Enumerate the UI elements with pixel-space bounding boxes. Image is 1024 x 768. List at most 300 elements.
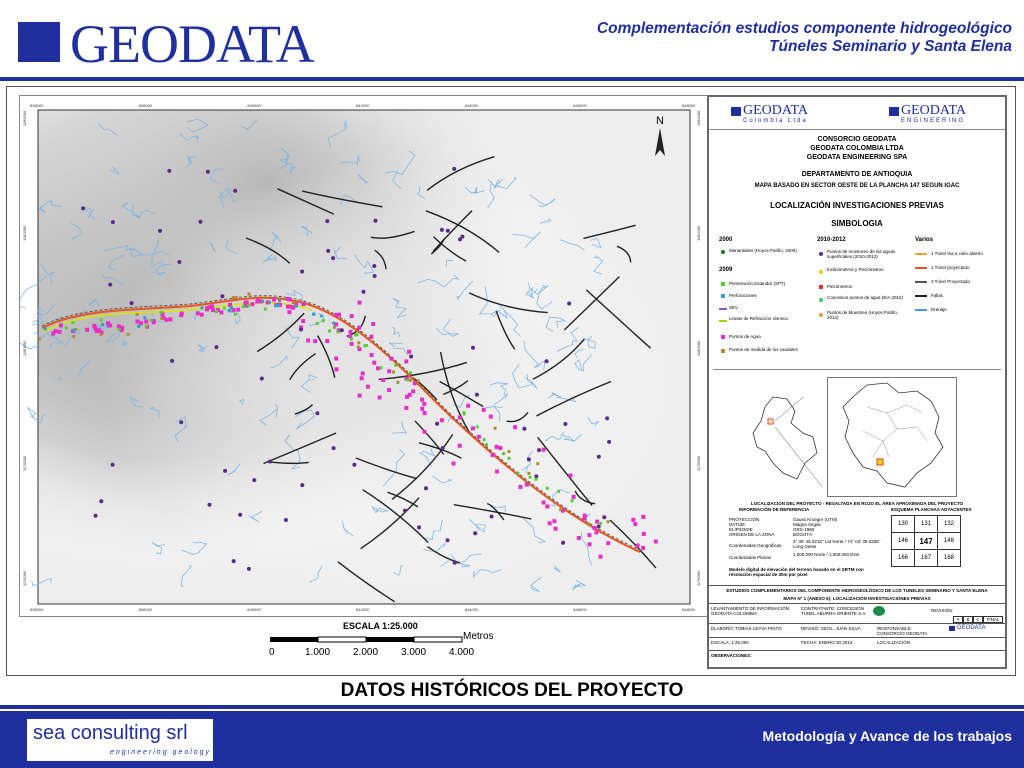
water-point-marker bbox=[325, 339, 329, 343]
drilling-marker bbox=[274, 304, 277, 307]
water-point-marker bbox=[95, 329, 99, 333]
fecha-info: FECHA: ENERO 30 2013 bbox=[801, 640, 853, 645]
monitoring-point-marker bbox=[260, 377, 264, 381]
water-point-marker bbox=[471, 426, 475, 430]
water-point-marker bbox=[466, 404, 470, 408]
responsable: RESPONSABLE: CONSORCIO GEODATA bbox=[877, 626, 928, 636]
legend-rule bbox=[709, 129, 1005, 130]
grid-cell-130: 130 bbox=[892, 516, 915, 533]
spt-marker bbox=[557, 490, 560, 493]
revision-label: REVISIÓN bbox=[931, 608, 953, 613]
spt-marker bbox=[363, 344, 366, 347]
monitoring-point-marker bbox=[238, 513, 242, 517]
scale-title: ESCALA 1:25.000 bbox=[343, 621, 418, 631]
section-title: DATOS HISTÓRICOS DEL PROYECTO bbox=[340, 680, 684, 701]
levant-info: LEVANTAMIENTO DE INFORMACIÓN: GEODATA COLOMBIA bbox=[711, 606, 791, 616]
ref-values bbox=[793, 517, 837, 537]
localizacion-label: LOCALIZACIÓN bbox=[877, 640, 911, 645]
monitoring-point-marker bbox=[607, 440, 611, 444]
legend-item-2010-1: Inclinómetros y Piezómetros bbox=[827, 267, 884, 272]
x-tick-label-bottom: 842000 bbox=[356, 607, 370, 612]
spt-marker bbox=[535, 478, 538, 481]
monitoring-point-marker bbox=[199, 220, 203, 224]
monitoring-point-marker bbox=[527, 457, 531, 461]
drilling-marker bbox=[228, 309, 231, 312]
legend-item-varios-1: 1 Túnel proyectado bbox=[931, 265, 970, 270]
spt-marker bbox=[234, 313, 237, 316]
monitoring-point-marker bbox=[300, 483, 304, 487]
water-point-marker bbox=[219, 310, 223, 314]
legend-simbologia: SIMBOLOGIA bbox=[831, 219, 883, 228]
x-tick-label-bottom: 844000 bbox=[464, 607, 479, 612]
monitoring-point-marker bbox=[424, 486, 428, 490]
monitoring-point-marker bbox=[446, 538, 450, 542]
water-point-marker bbox=[583, 514, 587, 518]
map-number: MAPA Nº 1 (ANEXO 6): LOCALIZACIÓN INVESTIGACIONES PREVIAS bbox=[783, 596, 931, 601]
title-block bbox=[709, 585, 1005, 668]
monitoring-point-marker bbox=[214, 345, 218, 349]
flow-measure-marker bbox=[607, 520, 610, 523]
inset-connector bbox=[749, 397, 839, 487]
spt-marker bbox=[409, 372, 412, 375]
grid-cell-146: 146 bbox=[892, 533, 915, 550]
water-point-marker bbox=[420, 398, 424, 402]
legend-item-2010-0: Puntos de monitoreo de las aguas superficiales (2010-2012) bbox=[827, 249, 896, 259]
water-point-marker bbox=[477, 435, 481, 439]
monitoring-point-marker bbox=[490, 515, 494, 519]
monitoring-point-marker bbox=[352, 463, 356, 467]
monitoring-point-marker bbox=[473, 531, 477, 535]
monitoring-point-marker bbox=[440, 228, 444, 232]
spt-marker bbox=[160, 311, 163, 314]
legend-esquema: ESQUEMA PLANCHAS ADYACENTES bbox=[891, 507, 972, 512]
ref-value-2: GRS-1980 bbox=[793, 527, 815, 532]
escala-info: ESCALA: 1:25.000 bbox=[711, 640, 749, 645]
water-point-marker bbox=[200, 313, 204, 317]
legend-item-2009-0: Penetración Estandar (SPT) bbox=[729, 281, 786, 286]
water-point-marker bbox=[369, 335, 373, 339]
y-tick-label-right: 1180000 bbox=[696, 340, 701, 356]
monitoring-point-marker bbox=[300, 270, 304, 274]
title-block-logo-mark bbox=[949, 626, 955, 631]
water-point-marker bbox=[287, 310, 291, 314]
monitoring-point-marker bbox=[453, 561, 457, 565]
dem-note: Modelo digital de elevación del terreno basado en el SRTM con resolución espacial de 30m por pixel bbox=[729, 567, 864, 577]
header-title bbox=[597, 20, 1012, 56]
monitoring-point-marker bbox=[233, 189, 237, 193]
water-point-marker bbox=[489, 415, 493, 419]
spt-marker bbox=[65, 327, 68, 330]
water-point-marker bbox=[59, 324, 63, 328]
y-tick-label-right: 1176000 bbox=[696, 570, 701, 586]
monitoring-point-marker bbox=[561, 541, 565, 545]
legend-item-varios-0: 1 Túnel Via a cielo abierto bbox=[931, 251, 983, 256]
water-point-marker bbox=[413, 381, 417, 385]
y-tick-label-right: 1178000 bbox=[696, 455, 701, 471]
grid-cell-168: 168 bbox=[938, 550, 961, 567]
legend-item-2000-0: Manantiales (Hoyos Patiño, 2000) bbox=[729, 248, 797, 253]
water-point-marker bbox=[208, 305, 212, 309]
symbol-seismic bbox=[719, 320, 727, 322]
monitoring-point-marker bbox=[563, 422, 567, 426]
grid-cell-131: 131 bbox=[915, 516, 938, 533]
spt-marker bbox=[322, 319, 325, 322]
monitoring-point-marker bbox=[326, 249, 330, 253]
legend-col-varios: Varios bbox=[915, 237, 934, 243]
monitoring-point-marker bbox=[372, 264, 376, 268]
legend-base-map: MAPA BASADO EN SECTOR OESTE DE LA PLANCHA 147 SEGUN IGAC bbox=[754, 183, 960, 189]
scale-label-0: 0 bbox=[269, 647, 275, 658]
water-point-marker bbox=[587, 533, 591, 537]
water-point-marker bbox=[452, 462, 456, 466]
rev-b: B bbox=[963, 616, 973, 623]
rev-a: A bbox=[953, 616, 963, 623]
monitoring-point-marker bbox=[475, 393, 479, 397]
ref-value-1: Magna Sirgas bbox=[793, 522, 821, 527]
spt-marker bbox=[336, 330, 339, 333]
monitoring-point-marker bbox=[94, 514, 98, 518]
water-point-marker bbox=[360, 376, 364, 380]
spt-marker bbox=[328, 329, 331, 332]
drilling-marker bbox=[332, 322, 335, 325]
contratante-logo-icon bbox=[873, 606, 885, 616]
spt-marker bbox=[516, 472, 519, 475]
water-point-marker bbox=[408, 393, 412, 397]
rev-final: FINAL bbox=[983, 616, 1003, 623]
monitoring-point-marker bbox=[373, 274, 377, 278]
monitoring-point-marker bbox=[417, 525, 421, 529]
monitoring-point-marker bbox=[374, 219, 378, 223]
flow-measure-marker bbox=[508, 450, 511, 453]
drilling-marker bbox=[101, 323, 104, 326]
drilling-marker bbox=[277, 304, 280, 307]
symbol-tunnel-2 bbox=[915, 281, 927, 283]
legend-item-2009-5: Puntos de medida de los caudales bbox=[729, 347, 798, 352]
water-point-marker bbox=[599, 555, 603, 559]
y-tick-label-left: 1184000 bbox=[22, 110, 27, 126]
water-point-marker bbox=[572, 495, 576, 499]
water-point-marker bbox=[595, 530, 599, 534]
water-point-marker bbox=[491, 453, 495, 457]
drilling-marker bbox=[72, 329, 75, 332]
flow-measure-marker bbox=[38, 338, 41, 341]
ref-label-2: ELIPSOIDE bbox=[729, 527, 753, 532]
water-point-marker bbox=[381, 378, 385, 382]
flow-measure-marker bbox=[160, 317, 163, 320]
water-point-marker bbox=[636, 544, 640, 548]
symbol-sev bbox=[719, 308, 727, 310]
monitoring-point-marker bbox=[325, 219, 329, 223]
geodata-logo-mark bbox=[18, 22, 60, 62]
spt-marker bbox=[380, 366, 383, 369]
drilling-marker bbox=[278, 299, 281, 302]
legend-logo1-text: GEODATA bbox=[743, 103, 808, 118]
ref-value-3: BOGOTÁ bbox=[793, 532, 813, 537]
header-title-line1: Complementación estudios componente hidrogeológico bbox=[596, 20, 1012, 37]
spt-marker bbox=[546, 487, 549, 490]
water-point-marker bbox=[595, 520, 599, 524]
symbol-spt bbox=[721, 282, 725, 286]
monitoring-point-marker bbox=[247, 567, 251, 571]
monitoring-point-marker bbox=[284, 518, 288, 522]
spt-marker bbox=[100, 319, 103, 322]
flow-measure-marker bbox=[559, 508, 562, 511]
water-point-marker bbox=[272, 298, 276, 302]
water-point-marker bbox=[654, 540, 658, 544]
drilling-marker bbox=[200, 306, 203, 309]
company-line-3: GEODATA ENGINEERING SPA bbox=[806, 154, 908, 161]
monitoring-point-marker bbox=[605, 416, 609, 420]
water-point-marker bbox=[357, 326, 361, 330]
monitoring-point-marker bbox=[177, 260, 181, 264]
sea-consulting-brand: sea consulting srl bbox=[33, 722, 188, 744]
water-point-marker bbox=[411, 389, 415, 393]
monitoring-point-marker bbox=[537, 448, 541, 452]
legend-item-2010-3: Concesion puntos de agua (EIA 2012) bbox=[827, 295, 904, 300]
scale-label-3: 3.000 bbox=[401, 647, 427, 658]
water-point-marker bbox=[378, 396, 382, 400]
drilling-marker bbox=[261, 300, 264, 303]
drilling-marker bbox=[295, 305, 298, 308]
spt-marker bbox=[247, 304, 250, 307]
monitoring-point-marker bbox=[81, 206, 85, 210]
water-point-marker bbox=[376, 366, 380, 370]
water-point-marker bbox=[420, 407, 424, 411]
legend-item-varios-4: Drenaje bbox=[931, 307, 947, 312]
y-tick-label-left: 1180000 bbox=[22, 340, 27, 356]
flow-measure-marker bbox=[72, 335, 75, 338]
water-point-marker bbox=[554, 527, 558, 531]
water-point-marker bbox=[404, 359, 408, 363]
spt-marker bbox=[316, 322, 319, 325]
water-point-marker bbox=[542, 501, 546, 505]
water-point-marker bbox=[196, 311, 200, 315]
water-point-marker bbox=[179, 313, 183, 317]
water-point-marker bbox=[422, 402, 426, 406]
monitoring-point-marker bbox=[223, 469, 227, 473]
flow-measure-marker bbox=[357, 346, 360, 349]
water-point-marker bbox=[588, 542, 592, 546]
scale-unit: Metros bbox=[463, 631, 494, 642]
spt-marker bbox=[264, 308, 267, 311]
monitoring-point-marker bbox=[179, 420, 183, 424]
title-block-logo-text: GEODATA bbox=[957, 625, 986, 631]
legend-logo2-mark bbox=[889, 107, 899, 116]
water-point-marker bbox=[423, 411, 427, 415]
monitoring-point-marker bbox=[331, 256, 335, 260]
water-point-marker bbox=[334, 357, 338, 361]
coords-plan-label: Coordenadas Planas bbox=[729, 555, 772, 560]
symbol-flow-measure bbox=[721, 349, 725, 353]
rev-c: C bbox=[973, 616, 983, 623]
water-point-marker bbox=[290, 305, 294, 309]
symbol-fault bbox=[915, 295, 927, 297]
symbol-concession bbox=[819, 298, 823, 302]
x-tick-label-bottom: 840000 bbox=[247, 607, 261, 612]
monitoring-point-marker bbox=[446, 229, 450, 233]
symbol-drilling bbox=[721, 294, 725, 298]
monitoring-point-marker bbox=[597, 524, 601, 528]
water-point-marker bbox=[236, 308, 240, 312]
water-point-marker bbox=[349, 330, 353, 334]
spt-marker bbox=[476, 425, 479, 428]
spt-marker bbox=[508, 457, 511, 460]
spt-marker bbox=[215, 310, 218, 313]
scale-bar bbox=[270, 635, 470, 645]
spt-marker bbox=[223, 307, 226, 310]
spt-marker bbox=[118, 328, 121, 331]
drilling-marker bbox=[230, 306, 233, 309]
water-point-marker bbox=[372, 361, 376, 365]
water-point-marker bbox=[458, 444, 462, 448]
legend-item-2009-2: SEV bbox=[729, 305, 739, 310]
water-point-marker bbox=[144, 320, 148, 324]
monitoring-point-marker bbox=[340, 328, 344, 332]
monitoring-point-marker bbox=[220, 294, 224, 298]
water-point-marker bbox=[361, 371, 365, 375]
y-tick-label-left: 1176000 bbox=[22, 570, 27, 586]
drilling-marker bbox=[137, 325, 140, 328]
flow-measure-marker bbox=[232, 296, 235, 299]
x-tick-label-top: 844000 bbox=[464, 103, 479, 108]
spt-marker bbox=[145, 325, 148, 328]
x-tick-label-top: 842000 bbox=[356, 103, 370, 108]
water-point-marker bbox=[358, 394, 362, 398]
footer-caption: Metodología y Avance de los trabajos bbox=[762, 728, 1012, 744]
flow-measure-marker bbox=[235, 296, 238, 299]
x-tick-label-top: 840000 bbox=[247, 103, 261, 108]
water-point-marker bbox=[641, 515, 645, 519]
symbol-sampling bbox=[819, 313, 823, 317]
spt-marker bbox=[483, 438, 486, 441]
water-point-marker bbox=[592, 526, 596, 530]
water-point-marker bbox=[518, 485, 522, 489]
water-point-marker bbox=[302, 302, 306, 306]
y-tick-label-left: 1182000 bbox=[22, 225, 27, 241]
water-point-marker bbox=[577, 536, 581, 540]
spt-marker bbox=[355, 333, 358, 336]
legend-dept: DEPARTAMENTO DE ANTIOQUIA bbox=[801, 171, 913, 178]
water-point-marker bbox=[423, 430, 427, 434]
water-point-marker bbox=[404, 406, 408, 410]
flow-measure-marker bbox=[136, 313, 139, 316]
spt-marker bbox=[150, 319, 153, 322]
monitoring-point-marker bbox=[362, 290, 366, 294]
monitoring-point-marker bbox=[108, 283, 112, 287]
water-point-marker bbox=[350, 342, 354, 346]
flow-measure-marker bbox=[494, 427, 497, 430]
symbol-tunnel-1 bbox=[915, 267, 927, 269]
spt-marker bbox=[485, 443, 488, 446]
water-point-marker bbox=[106, 321, 110, 325]
monitoring-point-marker bbox=[158, 229, 162, 233]
symbol-drainage bbox=[915, 309, 927, 311]
monitoring-point-marker bbox=[111, 463, 115, 467]
water-point-marker bbox=[255, 300, 259, 304]
monitoring-point-marker bbox=[567, 302, 571, 306]
water-point-marker bbox=[569, 474, 573, 478]
antioquia-inset-map bbox=[827, 377, 957, 497]
flow-measure-marker bbox=[392, 371, 395, 374]
water-point-marker bbox=[350, 314, 354, 318]
coords-geo-value: 4° 35' 46.3215'' Lat Norte / 74° 04' 39.0285'' Long Oeste bbox=[793, 539, 881, 549]
x-tick-label-top: 848000 bbox=[682, 103, 696, 108]
monitoring-point-marker bbox=[441, 446, 445, 450]
header-title-line2: Túneles Seminario y Santa Elena bbox=[769, 38, 1012, 55]
ref-label-1: DATUM bbox=[729, 522, 745, 527]
monitoring-point-marker bbox=[545, 359, 549, 363]
water-point-marker bbox=[641, 546, 645, 550]
spt-marker bbox=[502, 452, 505, 455]
monitoring-point-marker bbox=[435, 422, 439, 426]
flow-measure-marker bbox=[527, 472, 530, 475]
legend-rule-2 bbox=[713, 369, 1001, 370]
water-point-marker bbox=[306, 339, 310, 343]
study-title: ESTUDIOS COMPLEMENTARIOS DEL COMPONENTE HIDROGEOLÓGICO DE LOS TUNELES SEMINARIO Y SANTA ELENA bbox=[726, 588, 988, 593]
water-point-marker bbox=[545, 505, 549, 509]
spt-marker bbox=[394, 364, 397, 367]
water-point-marker bbox=[337, 313, 341, 317]
x-tick-label-bottom: 848000 bbox=[682, 607, 696, 612]
symbol-spring bbox=[721, 250, 725, 254]
symbol-tunnel-open bbox=[915, 253, 927, 255]
monitoring-point-marker bbox=[232, 559, 236, 563]
x-tick-label-top: 836000 bbox=[138, 103, 153, 108]
x-tick-label-bottom: 846000 bbox=[573, 607, 587, 612]
water-point-marker bbox=[495, 445, 499, 449]
legend-item-2009-3: Lineas de Refracción sísmica bbox=[729, 316, 788, 321]
legend-logo2-sub: ENGINEERING bbox=[901, 118, 966, 124]
monitoring-point-marker bbox=[170, 359, 174, 363]
ref-labels bbox=[729, 517, 775, 537]
symbol-monitoring bbox=[819, 252, 823, 256]
water-point-marker bbox=[513, 425, 517, 429]
drilling-marker bbox=[143, 316, 146, 319]
flow-measure-marker bbox=[99, 333, 102, 336]
main-map bbox=[19, 95, 709, 617]
spt-marker bbox=[242, 305, 245, 308]
spt-marker bbox=[599, 522, 602, 525]
legend-item-2009-1: Perforaciones bbox=[729, 293, 757, 298]
monitoring-point-marker bbox=[268, 460, 272, 464]
legend-item-2009-4: Puntos de Agua bbox=[729, 334, 761, 339]
monitoring-point-marker bbox=[458, 237, 462, 241]
monitoring-point-marker bbox=[167, 169, 171, 173]
flow-measure-marker bbox=[587, 523, 590, 526]
monitoring-point-marker bbox=[522, 427, 526, 431]
ref-value-0: Gauss Krueger (UTM) bbox=[793, 517, 838, 522]
scale-label-1: 1.000 bbox=[305, 647, 331, 658]
monitoring-point-marker bbox=[452, 167, 456, 171]
grid-cell-166: 166 bbox=[892, 550, 915, 567]
adjacent-sheets-grid bbox=[891, 515, 961, 567]
water-point-marker bbox=[495, 470, 499, 474]
spt-marker bbox=[463, 413, 466, 416]
reviso: REVISÓ: GEOL. JUAN SILVA bbox=[801, 626, 861, 631]
water-point-marker bbox=[288, 298, 292, 302]
monitoring-point-marker bbox=[252, 478, 256, 482]
elaboro: ELABORÓ: TOBIAS LEYVA PINTO bbox=[711, 626, 782, 631]
grid-cell-147: 147 bbox=[915, 533, 938, 550]
water-point-marker bbox=[482, 408, 486, 412]
monitoring-point-marker bbox=[206, 170, 210, 174]
y-tick-label-left: 1178000 bbox=[22, 455, 27, 471]
legend-info-ref: INFORMACIÓN DE REFERENCIA bbox=[739, 507, 810, 512]
symbol-piezometer bbox=[819, 285, 823, 289]
map-legend-panel bbox=[707, 95, 1007, 669]
y-tick-label-right: 1184000 bbox=[696, 110, 701, 126]
legend-loc-title: LOCALIZACIÓN INVESTIGACIONES PREVIAS bbox=[770, 201, 944, 210]
